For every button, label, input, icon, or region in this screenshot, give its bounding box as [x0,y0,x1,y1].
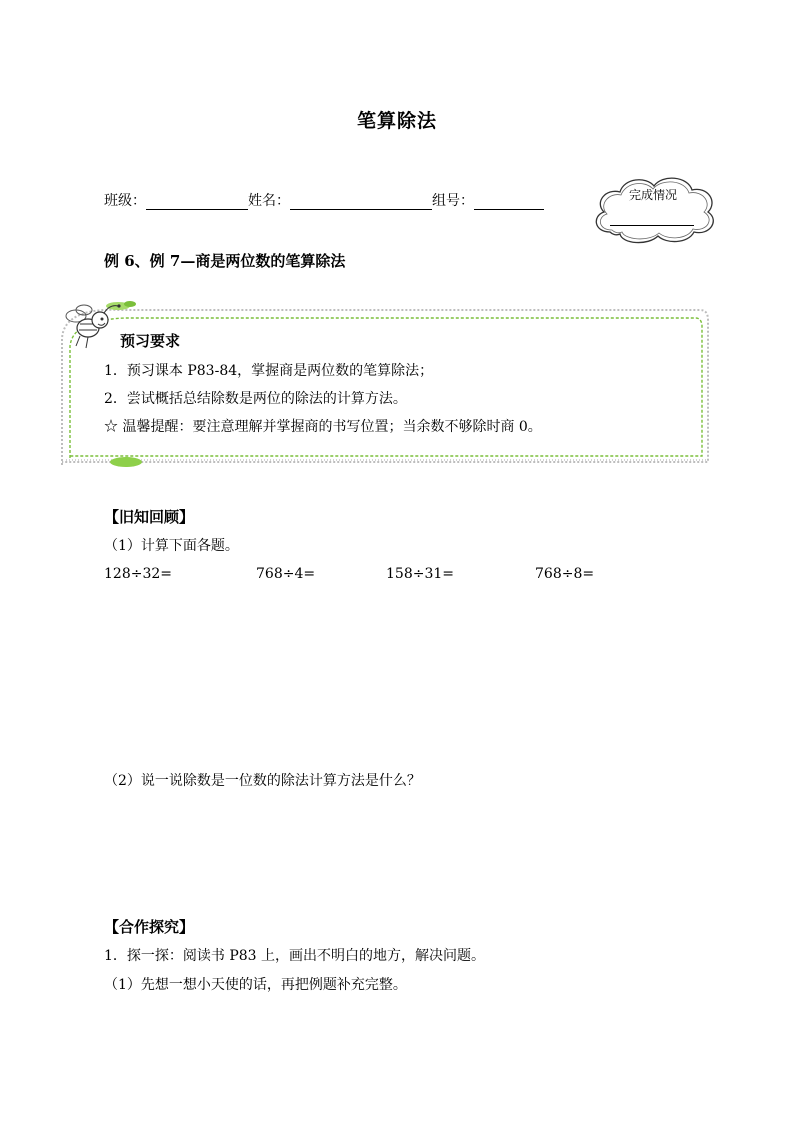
cloud-icon [588,172,720,246]
problem-4: 768÷8= [535,566,595,582]
problem-2: 768÷4= [256,566,316,582]
review-question-1: （1）计算下面各题。 [104,538,239,554]
completion-status-label: 完成情况 [628,188,677,202]
class-label: 班级： [104,193,146,209]
preview-requirements-title: 预习要求 [120,332,181,350]
explore-heading: 【合作探究】 [104,918,195,936]
preview-reminder: ☆ 温馨提醒：要注意理解并掌握商的书写位置；当余数不够除时商 0。 [104,419,542,435]
group-blank[interactable] [474,195,544,210]
page-title: 笔算除法 [356,110,437,132]
preview-item-2: 2．尝试概括总结除数是两位的除法的计算方法。 [104,391,407,407]
explore-task-1-sub: （1）先想一想小天使的话，再把例题补充完整。 [104,977,407,993]
problem-1: 128÷32= [104,566,172,582]
preview-requirements-frame [60,300,710,470]
name-label: 姓名： [248,193,290,209]
explore-task-1: 1．探一探：阅读书 P83 上，画出不明白的地方，解决问题。 [104,948,486,964]
lesson-subtitle: 例 6、例 7—商是两位数的笔算除法 [104,252,346,270]
preview-item-1: 1．预习课本 P83-84，掌握商是两位数的笔算除法； [104,363,434,379]
problem-3: 158÷31= [386,566,454,582]
student-info-row [104,190,544,212]
group-label: 组号： [432,193,474,209]
completion-status-blank[interactable] [610,225,694,226]
review-question-2: （2）说一说除数是一位数的除法计算方法是什么？ [104,773,421,789]
name-blank[interactable] [290,195,432,210]
review-heading: 【旧知回顾】 [104,508,195,526]
class-blank[interactable] [146,195,248,210]
